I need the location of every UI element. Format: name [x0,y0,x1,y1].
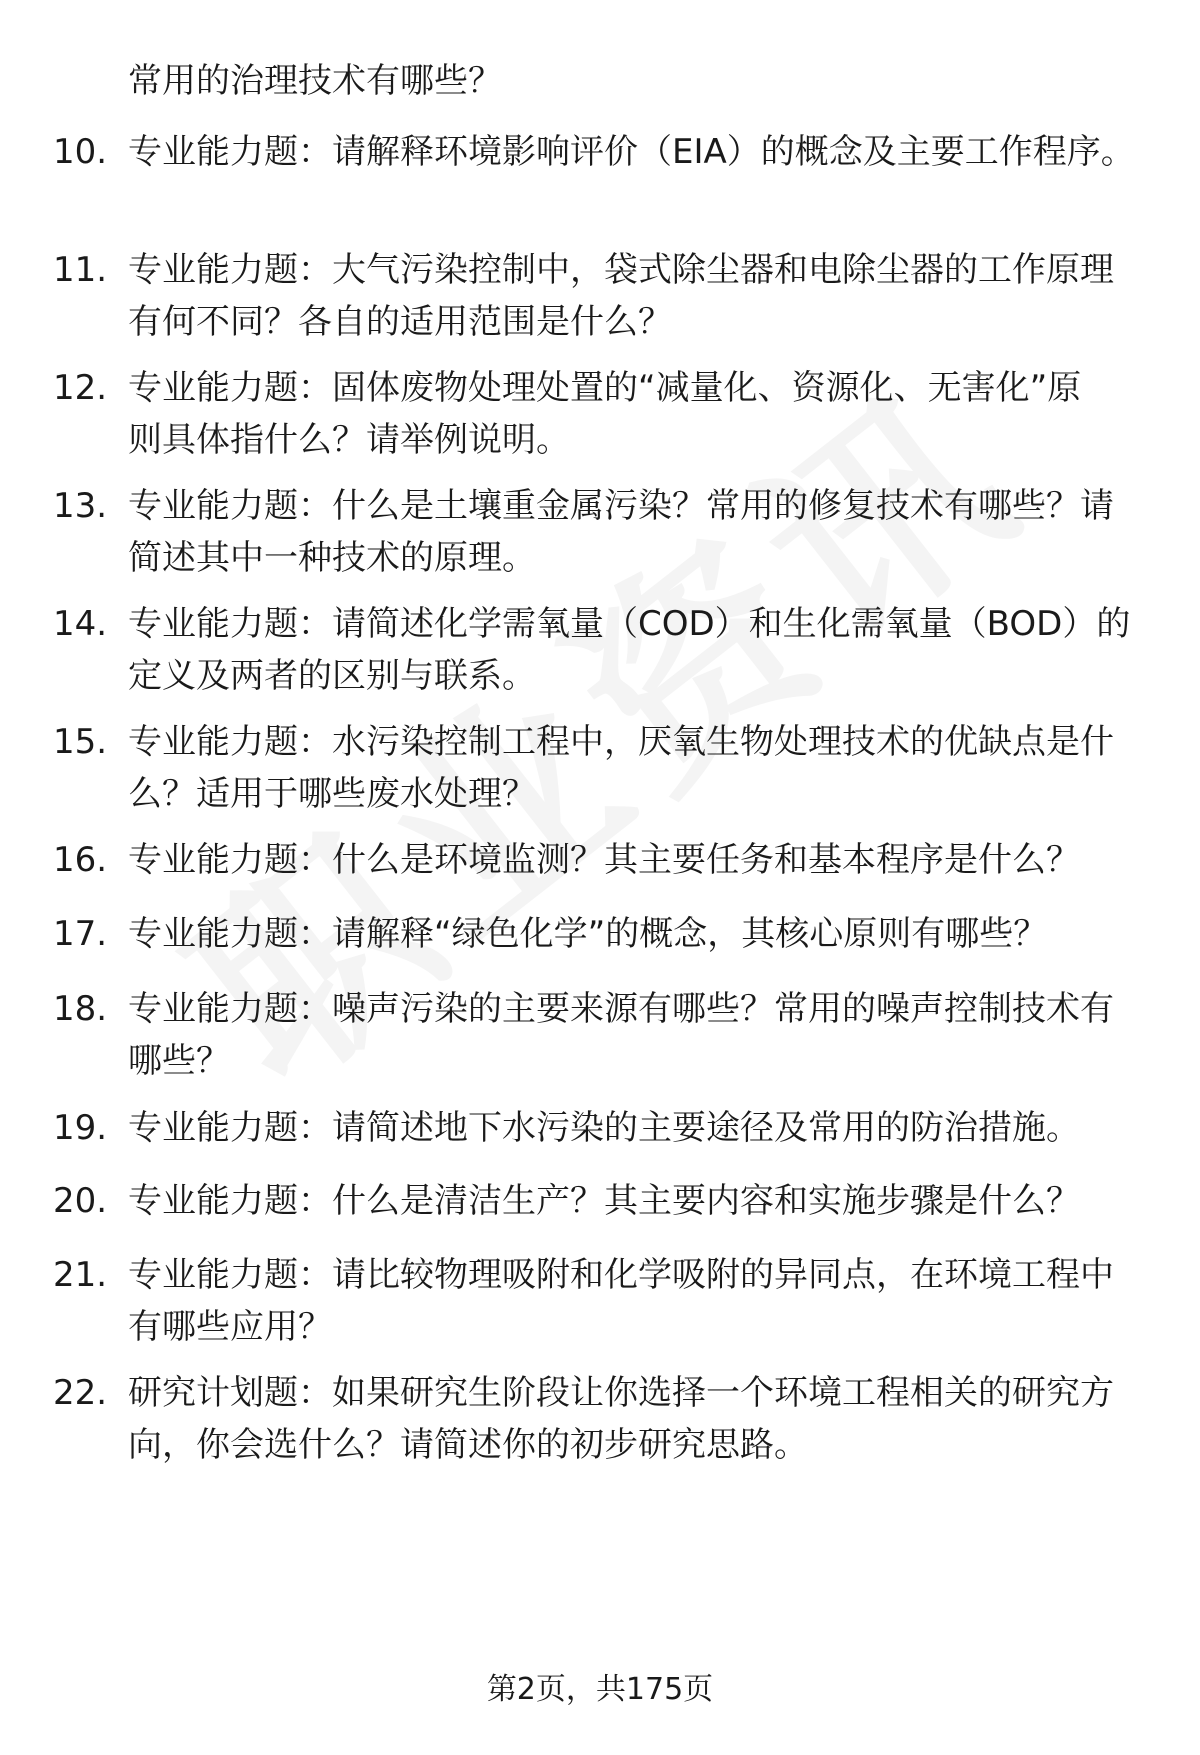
item-text: 专业能力题：请解释环境影响评价（EIA）的概念及主要工作程序。 [128,132,1135,172]
item-text: 专业能力题：水污染控制工程中，厌氧生物处理技术的优缺点是什么？适用于哪些废水处理？ [128,722,1114,814]
item-text: 专业能力题：噪声污染的主要来源有哪些？常用的噪声控制技术有哪些？ [128,989,1114,1081]
item-number: 15. [53,722,108,762]
item-number: 20. [53,1181,108,1221]
page-footer: 第2页，共175页 [486,1672,714,1707]
item-text: 专业能力题：请比较物理吸附和化学吸附的异同点，在环境工程中有哪些应用？ [128,1255,1114,1347]
item-text: 专业能力题：什么是清洁生产？其主要内容和实施步骤是什么？ [128,1181,1080,1221]
item-text: 专业能力题：什么是环境监测？其主要任务和基本程序是什么？ [128,840,1080,880]
item-text: 专业能力题：大气污染控制中，袋式除尘器和电除尘器的工作原理有何不同？各自的适用范围是什么？ [128,250,1114,342]
item-number: 12. [53,368,108,408]
item-number: 19. [53,1108,108,1148]
item-number: 21. [53,1255,108,1295]
item-number: 16. [53,840,108,880]
item-number: 11. [53,250,108,290]
item-text: 专业能力题：什么是土壤重金属污染？常用的修复技术有哪些？请简述其中一种技术的原理。 [128,486,1114,578]
item-number: 22. [53,1373,108,1413]
item-number: 14. [53,604,108,644]
item-number: 10. [53,132,108,172]
item-text: 专业能力题：请解释“绿色化学”的概念，其核心原则有哪些？ [128,914,1048,954]
item-number: 13. [53,486,108,526]
continuation-text: 常用的治理技术有哪些？ [128,61,502,101]
item-text: 研究计划题：如果研究生阶段让你选择一个环境工程相关的研究方向，你会选什么？请简述你的初步研究思路。 [128,1373,1114,1465]
item-number: 18. [53,989,108,1029]
item-text: 专业能力题：固体废物处理处置的“减量化、资源化、无害化”原则具体指什么？请举例说明。 [128,368,1082,460]
item-text: 专业能力题：请简述化学需氧量（COD）和生化需氧量（BOD）的定义及两者的区别与联系。 [128,604,1131,696]
item-text: 专业能力题：请简述地下水污染的主要途径及常用的防治措施。 [128,1108,1080,1148]
item-number: 17. [53,914,108,954]
